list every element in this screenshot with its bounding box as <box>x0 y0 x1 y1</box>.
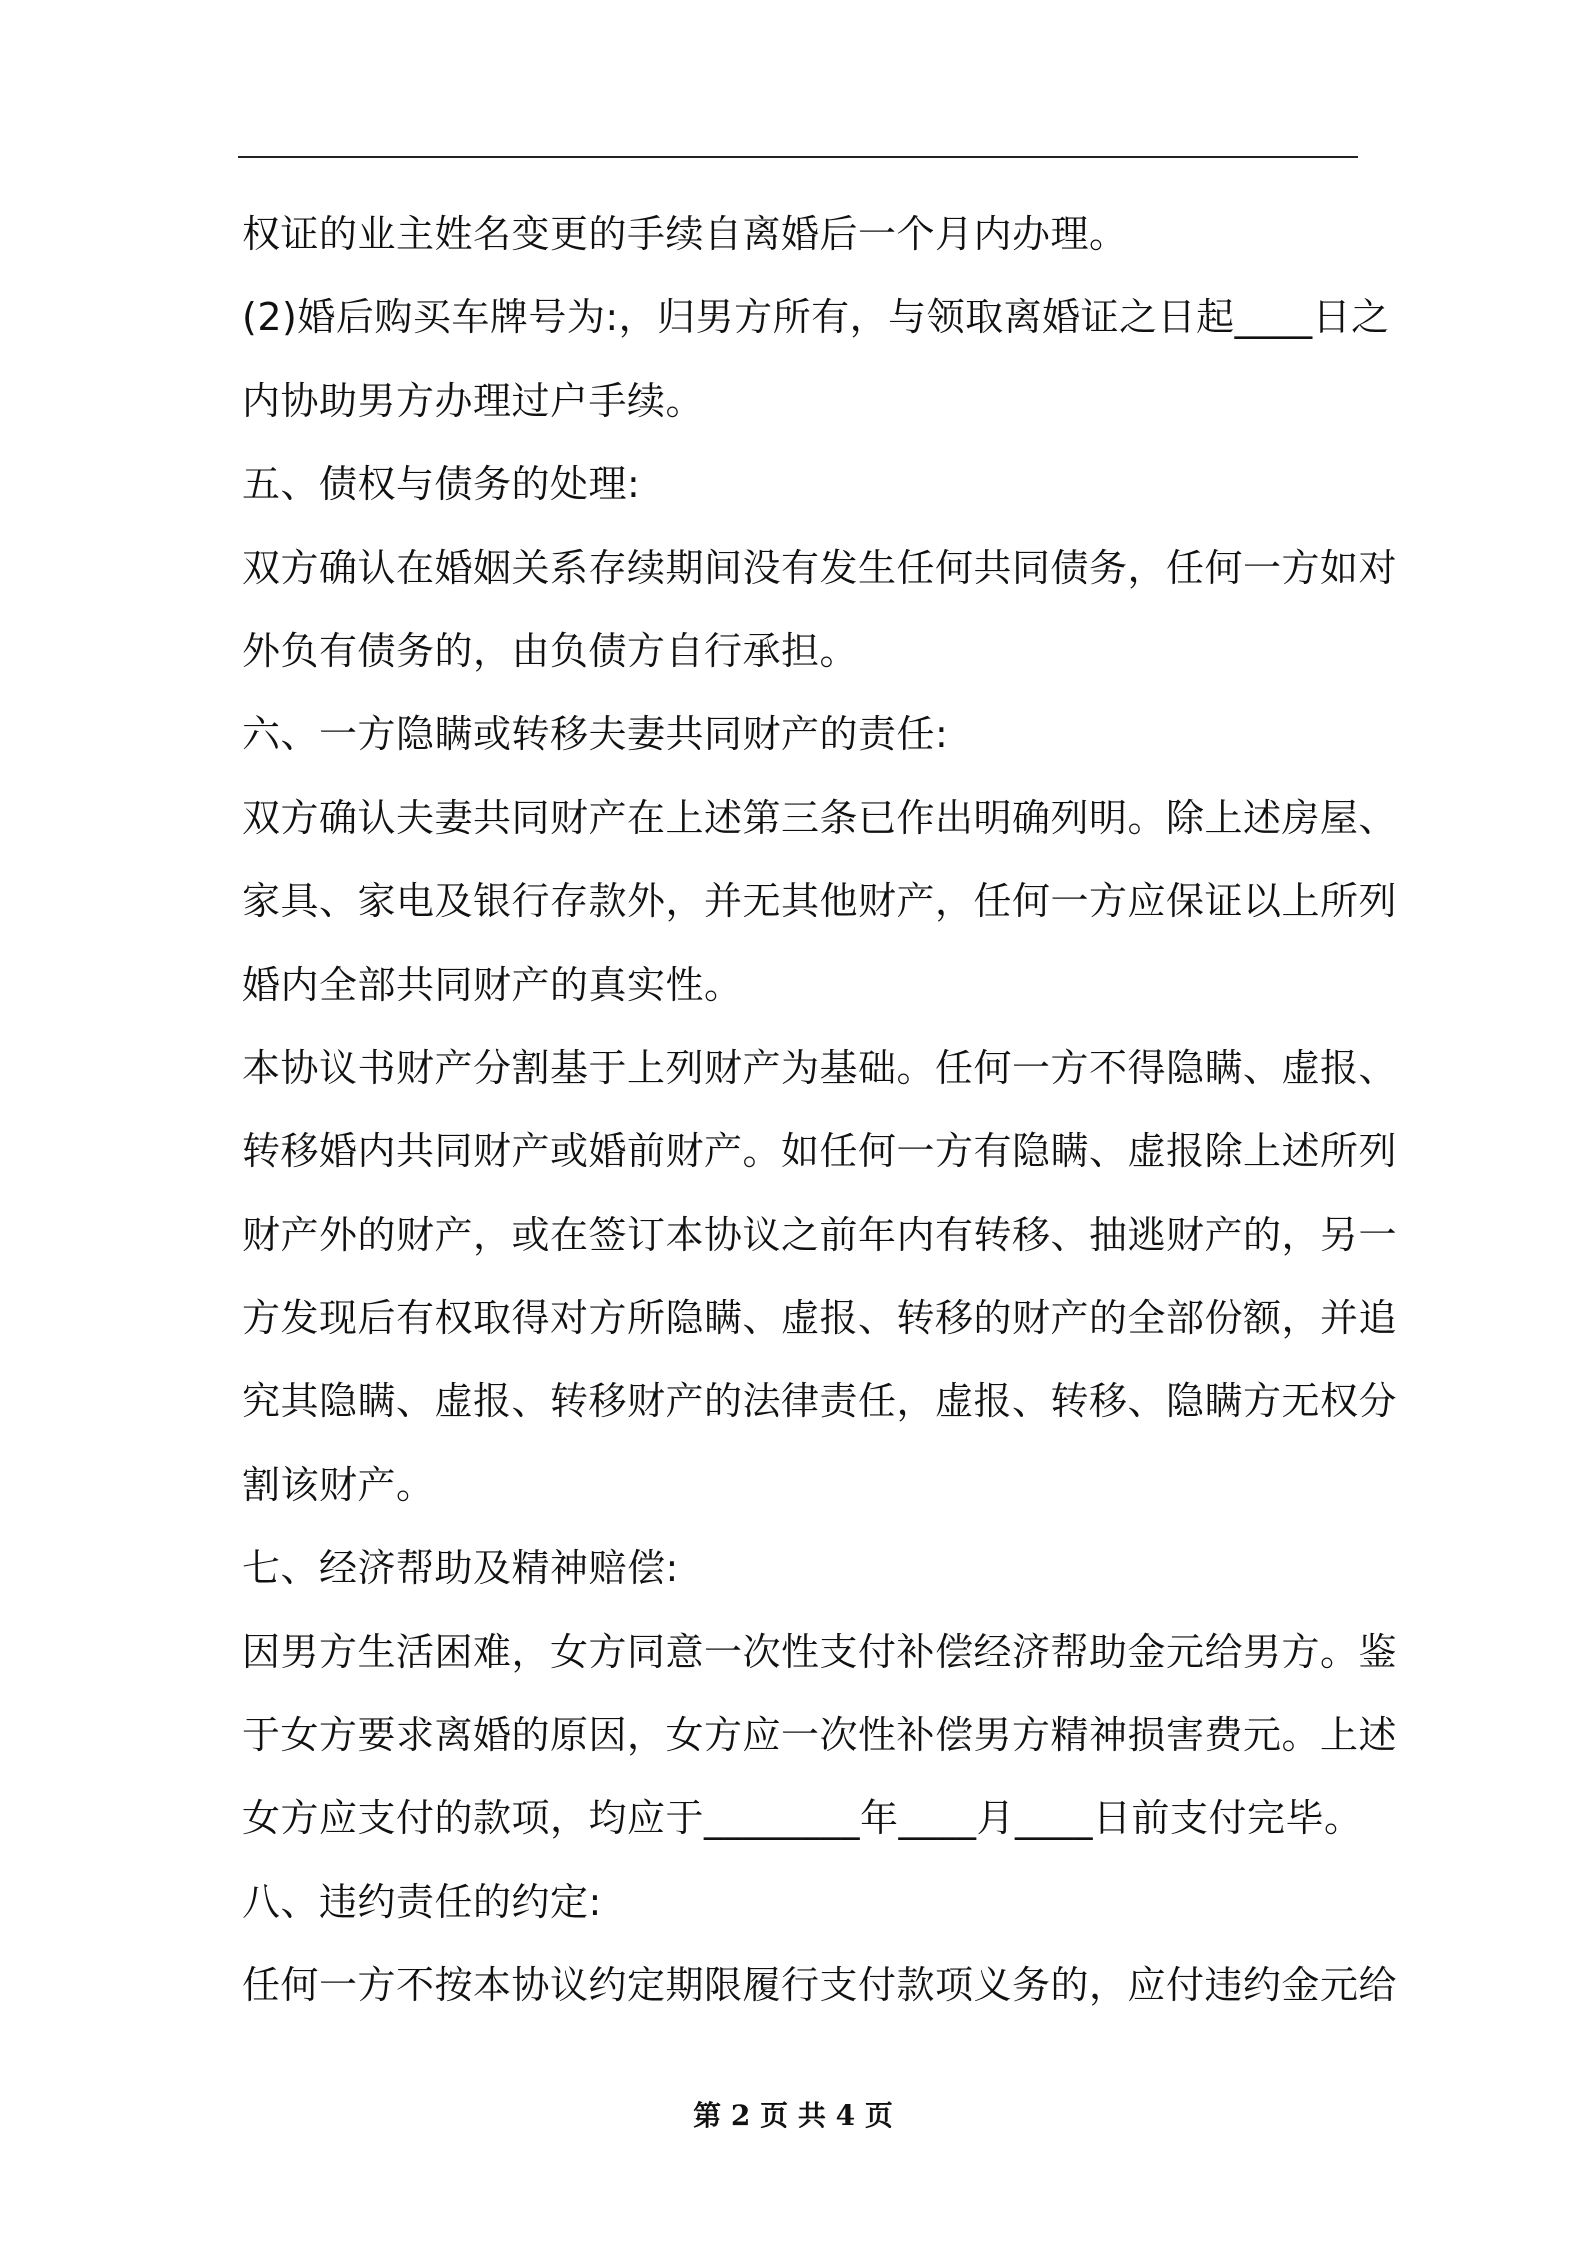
body-line: 家具、家电及银行存款外，并无其他财产，任何一方应保证以上所列 <box>242 879 1398 924</box>
body-line: 女方应支付的款项，均应于________年____月____日前支付完毕。 <box>242 1796 1363 1841</box>
section-heading: 八、违约责任的约定: <box>242 1879 602 1924</box>
body-line: 转移婚内共同财产或婚前财产。如任何一方有隐瞒、虚报除上述所列 <box>242 1129 1398 1174</box>
body-line: 割该财产。 <box>242 1462 435 1507</box>
body-line: 本协议书财产分割基于上列财产为基础。任何一方不得隐瞒、虚报、 <box>242 1045 1398 1090</box>
body-line: 婚内全部共同财产的真实性。 <box>242 962 743 1007</box>
body-line: 财产外的财产，或在签订本协议之前年内有转移、抽逃财产的，另一 <box>242 1212 1398 1257</box>
header-rule <box>238 156 1358 158</box>
body-line: 方发现后有权取得对方所隐瞒、虚报、转移的财产的全部份额，并追 <box>242 1296 1398 1341</box>
body-line: 外负有债务的，由负债方自行承担。 <box>242 628 859 673</box>
body-line: 双方确认夫妻共同财产在上述第三条已作出明确列明。除上述房屋、 <box>242 795 1398 840</box>
page-number: 第 2 页 共 4 页 <box>693 2099 893 2132</box>
body-line: 究其隐瞒、虚报、转移财产的法律责任，虚报、转移、隐瞒方无权分 <box>242 1379 1398 1424</box>
body-line: (2)婚后购买车牌号为:，归男方所有，与领取离婚证之日起____日之 <box>242 295 1390 340</box>
section-heading: 五、债权与债务的处理: <box>242 462 641 507</box>
section-heading: 七、经济帮助及精神赔偿: <box>242 1546 679 1591</box>
document-body <box>242 193 1398 2028</box>
body-line: 权证的业主姓名变更的手续自离婚后一个月内办理。 <box>242 212 1128 256</box>
section-heading: 六、一方隐瞒或转移夫妻共同财产的责任: <box>242 712 949 757</box>
body-line: 因男方生活困难，女方同意一次性支付补偿经济帮助金元给男方。鉴 <box>242 1629 1398 1674</box>
body-line: 内协助男方办理过户手续。 <box>242 378 705 423</box>
body-line: 任何一方不按本协议约定期限履行支付款项义务的，应付违约金元给 <box>242 1963 1398 2008</box>
body-line: 于女方要求离婚的原因，女方应一次性补偿男方精神损害费元。上述 <box>242 1713 1398 1758</box>
body-line: 双方确认在婚姻关系存续期间没有发生任何共同债务，任何一方如对 <box>242 545 1398 590</box>
